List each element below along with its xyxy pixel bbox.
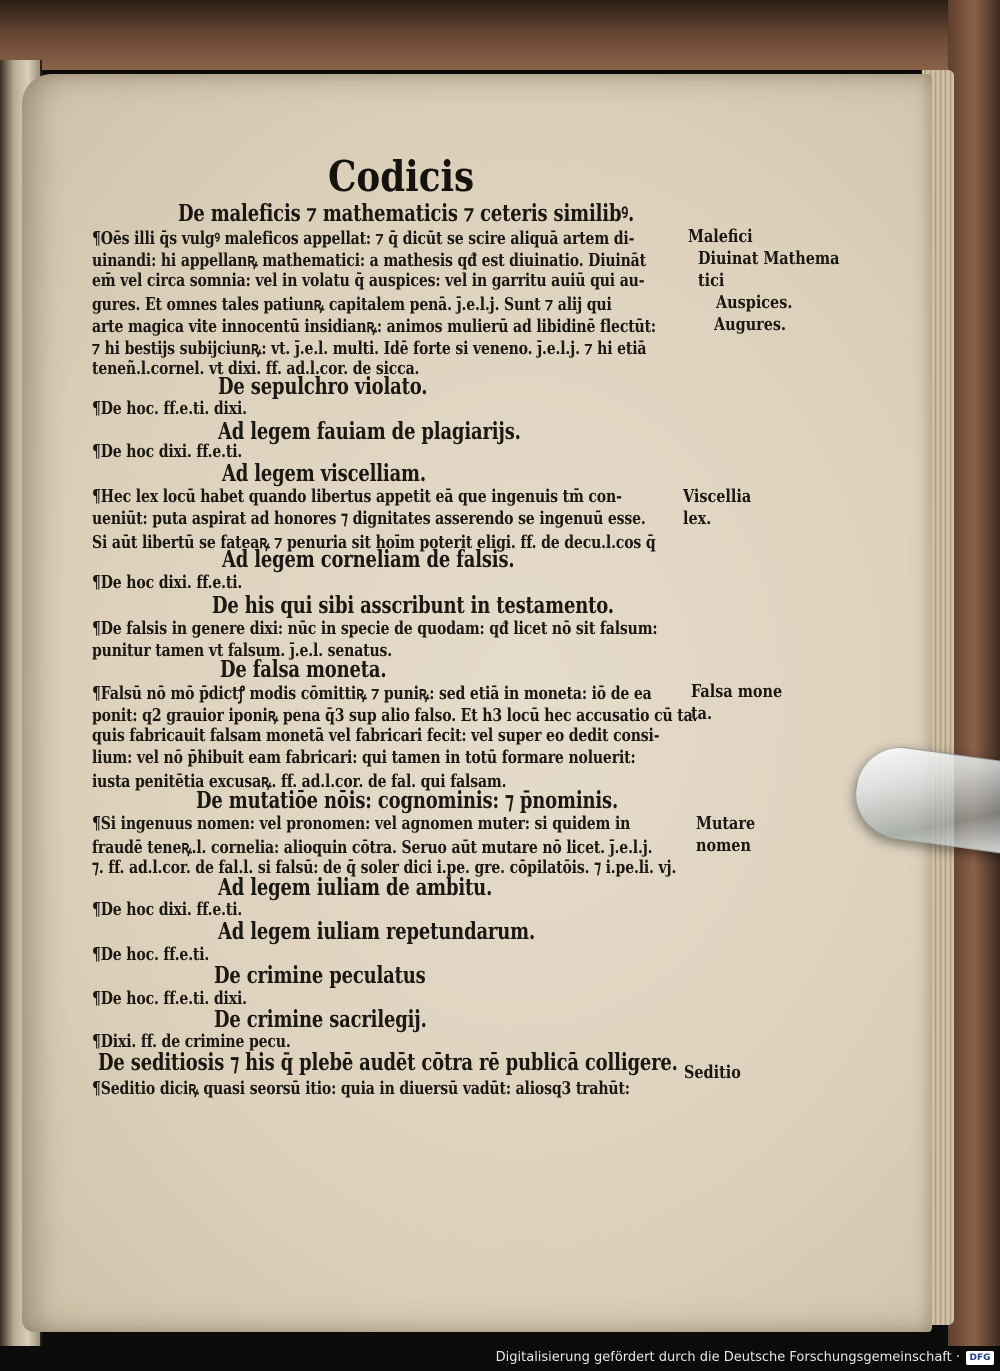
text-line: ¶De hoc. ff.e.ti. dixi. xyxy=(92,398,247,419)
text-line: ¶Seditio diciꝶ quasi seorsū itio: quia in diuersū vadūt: aliosq3 trahūt: xyxy=(92,1078,630,1099)
text-line: ⁊. ff. ad.l.cor. de fal.l. si falsū: de q̄ soler dici i.pe. gre. cōpilatōis. ⁊ i.pe.li. vj. xyxy=(92,857,677,878)
section-heading: De maleficis ⁊ mathematicis ⁊ ceteris similibꝰ. xyxy=(178,200,635,227)
section-heading: Ad legem iuliam de ambitu. xyxy=(218,874,493,901)
text-line: ¶De hoc dixi. ff.e.ti. xyxy=(92,441,243,462)
marginal-note: Diuinat Mathema xyxy=(698,248,840,269)
text-line: iusta penitētia excusaꝶ. ff. ad.l.cor. de fal. qui falsam. xyxy=(92,771,507,792)
text-line: lium: vel nō p̄hibuit eam fabricari: qui tamen in totū formare noluerit: xyxy=(92,747,636,768)
section-heading: De crimine peculatus xyxy=(214,962,426,989)
section-heading: De sepulchro violato. xyxy=(218,373,428,400)
section-heading: De mutatiōe nōis: cognominis: ⁊ p̄nominis. xyxy=(196,787,619,814)
section-heading: Ad legem fauiam de plagiarijs. xyxy=(218,418,521,445)
text-line: punitur tamen vt falsum. j̄.e.l. senatus. xyxy=(92,640,393,661)
text-line: ¶Dixi. ff. de crimine pecu. xyxy=(92,1031,291,1052)
text-line: ueniūt: puta aspirat ad honores ⁊ dignitates asserendo se ingenuū esse. xyxy=(92,508,646,529)
text-line: ¶De hoc dixi. ff.e.ti. xyxy=(92,899,243,920)
marginal-note: Auspices. xyxy=(716,292,793,313)
section-heading: Ad legem viscelliam. xyxy=(222,460,426,487)
marginal-note: ta. xyxy=(691,703,712,724)
text-line: quis fabricauit falsam monetā vel fabricari fecit: vel super eo dedit consi- xyxy=(92,725,660,746)
text-line: ¶De hoc dixi. ff.e.ti. xyxy=(92,572,243,593)
text-line: arte magica vite innocentū insidianꝶ: animos mulierū ad libidinē flectūt: xyxy=(92,316,656,337)
section-heading: De his qui sibi asscribunt in testamento. xyxy=(212,592,614,619)
book-cover-right xyxy=(948,0,1000,1346)
marginal-note: nomen xyxy=(696,835,751,856)
marginal-note: Mutare xyxy=(696,813,756,834)
text-line: ¶Falsū nō mō p̄dictꝭ modis cōmittiꝶ ⁊ puniꝶ: sed etiā in moneta: iō de ea xyxy=(92,683,652,704)
text-line: em̄ vel circa somnia: vel in volatu q̄ auspices: vel in garritu auiū qui au- xyxy=(92,270,645,291)
marginal-note: Augures. xyxy=(714,314,787,335)
text-line: ¶Hec lex locū habet quando libertus appetit eā que ingenuis tm̄ con- xyxy=(92,486,622,507)
marginal-note: Malefici xyxy=(688,226,753,247)
text-line: teneñ.l.cornel. vt dixi. ff. ad.l.cor. de sicca. xyxy=(92,358,420,379)
marginal-note: tici xyxy=(698,270,725,291)
dfg-logo: DFG xyxy=(966,1351,994,1365)
text-line: Si aūt libertū se fateaꝶ ⁊ penuria sit hoīm poterit eligi. ff. de decu.l.cos q̄ xyxy=(92,532,656,553)
section-heading: Ad legem iuliam repetundarum. xyxy=(218,918,536,945)
marginal-note: Seditio xyxy=(684,1062,741,1083)
section-heading: De seditiosis ⁊ his q̄ plebē audēt cōtra rē publicā colligere. xyxy=(98,1049,678,1076)
section-heading: De crimine sacrilegij. xyxy=(214,1006,427,1033)
text-line: gures. Et omnes tales patiunꝶ capitalem penā. j̄.e.l.j. Sunt ⁊ alij qui xyxy=(92,294,612,315)
footer-bar xyxy=(0,1346,1000,1371)
section-heading: Ad legem corneliam de falsis. xyxy=(222,546,515,573)
book-cover-top xyxy=(0,0,1000,70)
footer-credit: Digitalisierung gefördert durch die Deutsche Forschungsgemeinschaft · xyxy=(495,1350,960,1365)
marginal-note: lex. xyxy=(683,508,712,529)
page-title: Codicis xyxy=(328,152,475,201)
text-line: ¶De hoc. ff.e.ti. dixi. xyxy=(92,988,247,1009)
text-line: fraudē teneꝶ.l. cornelia: alioquin cōtra. Seruo aūt mutare nō licet. j̄.e.l.j. xyxy=(92,837,653,858)
section-heading: De falsa moneta. xyxy=(220,656,387,683)
text-line: ¶De hoc. ff.e.ti. xyxy=(92,944,210,965)
text-line: uinandi: hi appellanꝶ mathematici: a mathesis qđ est diuinatio. Diuināt xyxy=(92,250,646,271)
marginal-note: Falsa mone xyxy=(691,681,783,702)
marginal-note: Viscellia xyxy=(683,486,752,507)
text-line: ¶Si ingenuus nomen: vel pronomen: vel agnomen muter: si quidem in xyxy=(92,813,631,834)
text-line: ¶De falsis in genere dixi: nūc in specie de quodam: qđ licet nō sit falsum: xyxy=(92,618,658,639)
text-line: ponit: q2 grauior iponiꝶ pena q̄3 sup alio falso. Et h3 locū hec accusatio cū ta. xyxy=(92,705,698,726)
text-line: ¶Oēs illi q̄s vulgꝰ maleficos appellat: ⁊ q̄ dicūt se scire aliquā artem di- xyxy=(92,228,635,249)
text-line: ⁊ hi bestijs subijciunꝶ: vt. j̄.e.l. multi. Idē forte si veneno. j̄.e.l.j. ⁊ hi etiā xyxy=(92,338,647,359)
